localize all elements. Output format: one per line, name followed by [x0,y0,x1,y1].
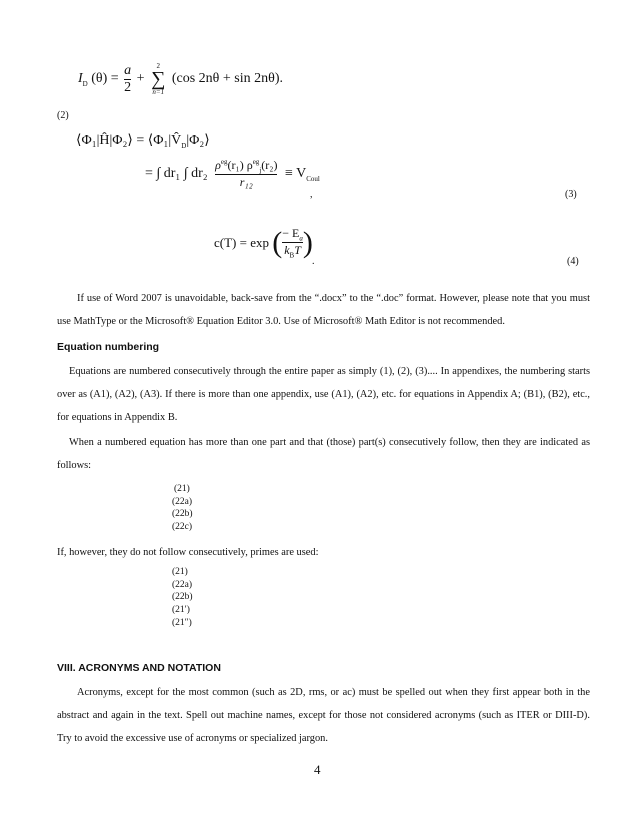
equation-number-3: (3) [565,189,577,200]
list-item: (22a) [172,496,193,507]
equation-number-list-consecutive [172,483,193,534]
paragraph-multipart-equation: When a numbered equation has more than one part and that (those) part(s) consecutively follow, then they are indicated as follows: [57,437,590,471]
equation-3-comma: , [310,189,313,200]
list-item: (21) [174,484,190,494]
equation-4-period: . [312,256,315,267]
page-number: 4 [314,762,321,777]
list-item: (22b) [172,509,193,520]
equation-1: $I_D$ (θ) = $\frac{a}{2}$ + 2 ∑ n=1 (cos 2nθ + sin 2nθ). [78,62,283,96]
equation-3-line2: = ∫ dr₁ ∫ dr₂ $\frac{\rho^{eg}(r_1) \rho^{eg}_j(r_2)}{\text{r₁₂}}$ ≡ $V_{Coul}$ [145,158,320,190]
paragraph-word-2007: If use of Word 2007 is unavoidable, back-save from the “.docx” to the “.doc” format. However, please note that you must use MathType or the Microsoft® Equation Editor 3.0. Use of Microsoft® Math Editor is not recommended. [57,293,590,327]
equation-number-2: (2) [57,110,69,121]
list-item: (22a) [172,579,193,590]
list-item: (22b) [172,592,193,603]
equation-4: c(T) = exp ( $\frac{- E_a}{k_BT}$ ) [214,225,313,260]
list-item: (21″) [172,617,192,628]
paragraph-acronyms: Acronyms, except for the most common (such as 2D, rms, or ac) must be spelled out when they first appear both in the abstract and again in the text. Spell out machine names, except for those not considered acronyms (such as ITER or DIII-D). Try to avoid the excessive use of acronyms or specialized jargon. [57,687,590,744]
list-item: (21′) [172,605,190,616]
list-item: (22c) [172,522,193,533]
equation-number-4: (4) [567,256,579,267]
paragraph-primes: If, however, they do not follow consecutively, primes are used: [57,547,319,558]
equation-3-line1: ⟨Φ₁|Ĥ|Φ₂⟩ = $⟨\Phi_1|V̂_D|\Phi_2⟩$ [76,133,210,150]
list-item: (21) [172,567,188,577]
equation-number-list-primes [172,566,193,630]
paragraph-equation-numbering: Equations are numbered consecutively through the entire paper as simply (1), (2), (3).... In appendixes, the numbering starts over as (A1), (A2), (A3). If there is more than one appendix, use (A1), (A2), etc. for equations in Appendix A; (B1), (B2), etc., for equations in Appendix B. [57,366,590,423]
heading-equation-numbering: Equation numbering [57,341,160,353]
heading-acronyms-notation: VIII. ACRONYMS AND NOTATION [57,662,221,674]
